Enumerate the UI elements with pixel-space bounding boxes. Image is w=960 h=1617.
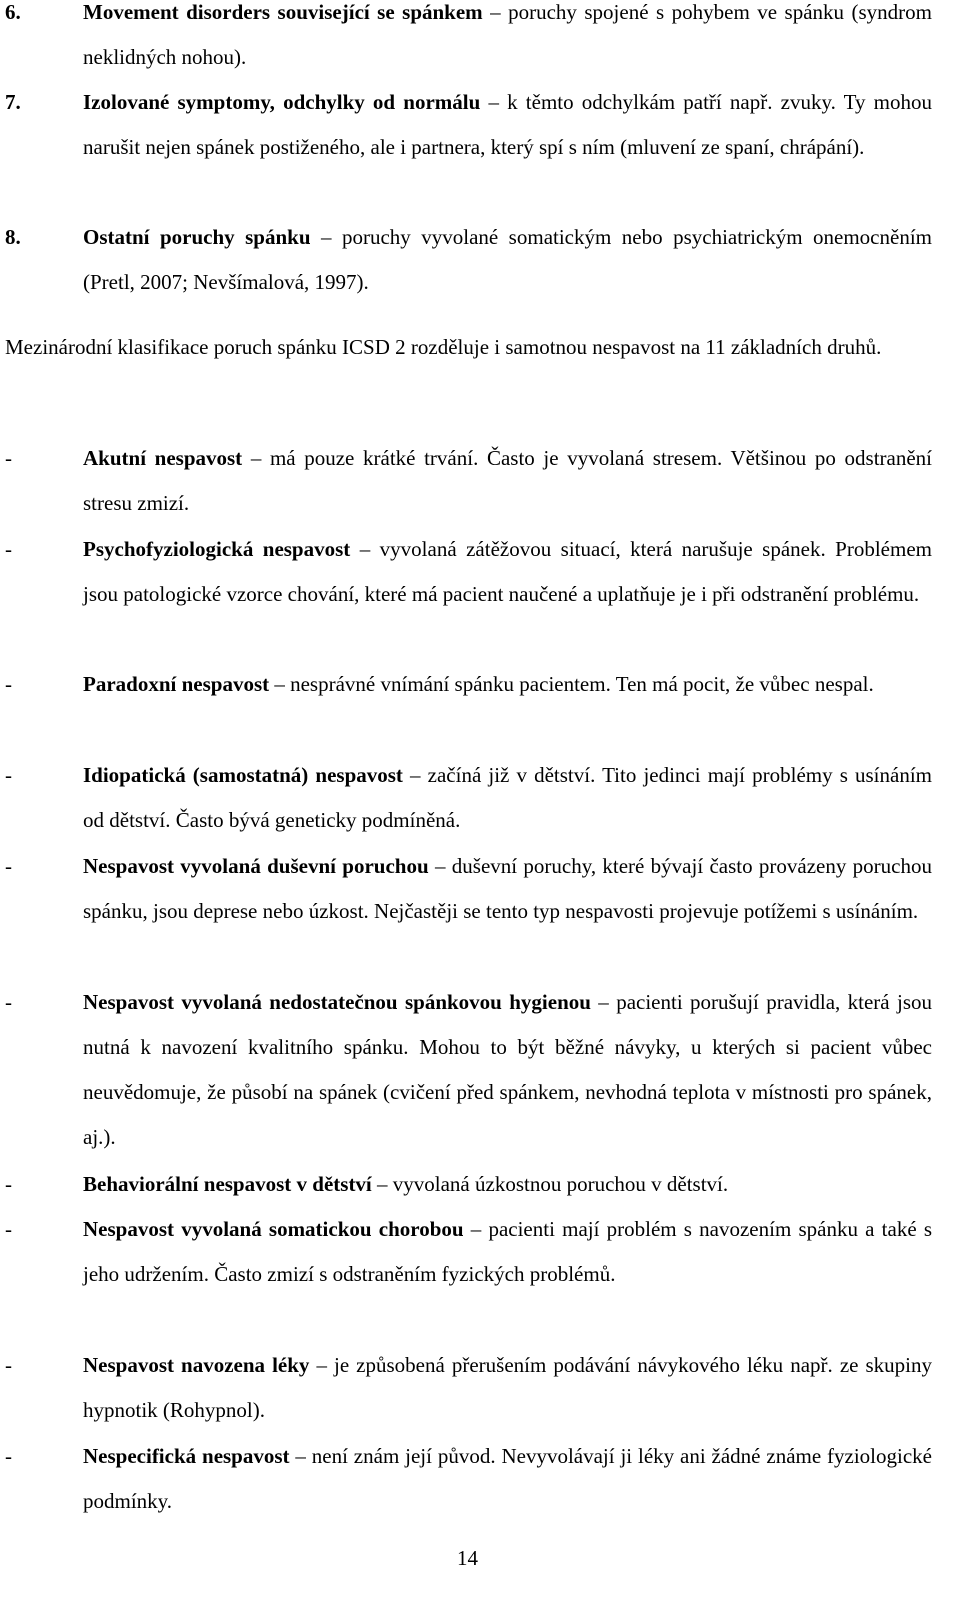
- item-description: vyvolaná zátěžovou situací, která narušuje spánek. Problémem jsou patologické vzorce chování, které má pacient naučené a uplatňuje je i při odstranění problému.: [83, 537, 932, 606]
- list-item-text: [83, 527, 932, 617]
- item-dash: –: [463, 1217, 489, 1241]
- item-dash: –: [289, 1444, 312, 1468]
- item-term: Behaviorální nespavost v dětství: [83, 1172, 372, 1196]
- bullet-behavioralni-nespavost: [5, 1162, 932, 1207]
- bullet-akutni-nespavost: [5, 436, 932, 526]
- list-item-text: [83, 980, 932, 1160]
- dash-marker: -: [5, 763, 12, 787]
- list-item-text: [83, 0, 932, 80]
- item-dash: –: [371, 1172, 393, 1196]
- item-description: poruchy spojené s pohybem ve spánku (syndrom neklidných nohou).: [83, 0, 932, 69]
- list-item-text: [83, 80, 932, 170]
- list-item-text: [83, 215, 932, 305]
- bullet-somaticka-choroba: [5, 1207, 932, 1297]
- item-dash: –: [590, 990, 617, 1014]
- item-term: Nespavost vyvolaná nedostatečnou spánkovou hygienou: [83, 990, 591, 1014]
- dash-marker: -: [5, 854, 12, 878]
- item-term: Nespavost vyvolaná somatickou chorobou: [83, 1217, 464, 1241]
- item-term: Movement disorders související se spánkem: [83, 0, 483, 24]
- list-item-text: [83, 1434, 932, 1524]
- item-term: Nespavost vyvolaná duševní poruchou: [83, 854, 429, 878]
- item-dash: –: [402, 763, 428, 787]
- item-dash: –: [242, 446, 270, 470]
- item-term: Psychofyziologická nespavost: [83, 537, 351, 561]
- item-term: Nespavost navozena léky: [83, 1353, 310, 1377]
- bullet-dusevni-porucha: [5, 844, 932, 934]
- list-item-text: [83, 1343, 932, 1433]
- item-description: duševní poruchy, které bývají často provázeny poruchou spánku, jsou deprese nebo úzkost. Nejčastěji se tento typ nespavosti projevuje potížemi s usínáním.: [83, 854, 932, 923]
- item-term: Paradoxní nespavost: [83, 672, 270, 696]
- item-description: má pouze krátké trvání. Často je vyvolaná stresem. Většinou po odstranění stresu zmizí.: [83, 446, 933, 515]
- item-description: pacienti porušují pravidla, která jsou nutná k navození kvalitního spánku. Mohou to být běžné návyky, u kterých si pacient vůbec neuvědomuje, že působí na spánek (cvičení před spánkem, nevhodná teplota v místnosti pro spánek, aj.).: [83, 990, 933, 1149]
- dash-marker: -: [5, 990, 12, 1014]
- item-dash: –: [480, 90, 508, 114]
- bullet-paradoxni-nespavost: [5, 662, 932, 707]
- list-item-text: [83, 1162, 932, 1207]
- dash-marker: -: [5, 1172, 12, 1196]
- item-description: poruchy vyvolané somatickým nebo psychiatrickým onemocněním (Pretl, 2007; Nevšímalová, 1997).: [83, 225, 932, 294]
- item-description: začíná již v dětství. Tito jedinci mají problémy s usínáním od dětství. Často bývá geneticky podmíněná.: [83, 763, 933, 832]
- list-number: 7.: [5, 90, 21, 114]
- numbered-item-7: [5, 80, 932, 170]
- list-item-text: [83, 1207, 932, 1297]
- item-dash: –: [482, 0, 509, 24]
- item-term: Izolované symptomy, odchylky od normálu: [83, 90, 481, 114]
- item-term: Akutní nespavost: [83, 446, 243, 470]
- dash-marker: -: [5, 1217, 12, 1241]
- item-term: Nespecifická nespavost: [83, 1444, 290, 1468]
- page-number: 14: [457, 1546, 478, 1570]
- item-dash: –: [269, 672, 291, 696]
- intro-paragraph: Mezinárodní klasifikace poruch spánku ICSD 2 rozděluje i samotnou nespavost na 11 základních druhů.: [5, 335, 882, 359]
- item-dash: –: [428, 854, 452, 878]
- dash-marker: -: [5, 446, 12, 470]
- numbered-item-6: [5, 0, 932, 80]
- list-item-text: [83, 753, 932, 843]
- list-number: 8.: [5, 225, 21, 249]
- dash-marker: -: [5, 537, 12, 561]
- item-dash: –: [310, 225, 342, 249]
- item-description: k těmto odchylkám patří např. zvuky. Ty mohou narušit nejen spánek postiženého, ale i partnera, který spí s ním (mluvení ze spaní, chrápání).: [83, 90, 932, 159]
- numbered-item-8: [5, 215, 932, 305]
- dash-marker: -: [5, 1353, 12, 1377]
- item-description: vyvolaná úzkostnou poruchou v dětství.: [392, 1172, 729, 1196]
- list-number: 6.: [5, 0, 21, 24]
- dash-marker: -: [5, 1444, 12, 1468]
- item-description: pacienti mají problém s navozením spánku a také s jeho udržením. Často zmizí s odstraněním fyzických problémů.: [83, 1217, 933, 1286]
- list-item-text: [83, 662, 932, 707]
- item-term: Idiopatická (samostatná) nespavost: [83, 763, 403, 787]
- list-item-text: [83, 844, 932, 934]
- bullet-nespecificka-nespavost: [5, 1434, 932, 1524]
- list-item-text: [83, 436, 932, 526]
- item-description: je způsobená přerušením podávání návykového léku např. ze skupiny hypnotik (Rohypnol).: [83, 1353, 932, 1422]
- bullet-idiopaticka-nespavost: [5, 753, 932, 843]
- bullet-spankova-hygiena: [5, 980, 932, 1160]
- bullet-psychofyziologicka-nespavost: [5, 527, 932, 617]
- dash-marker: -: [5, 672, 12, 696]
- item-dash: –: [309, 1353, 334, 1377]
- bullet-nespavost-leky: [5, 1343, 932, 1433]
- item-term: Ostatní poruchy spánku: [83, 225, 311, 249]
- item-dash: –: [350, 537, 380, 561]
- item-description: nesprávné vnímání spánku pacientem. Ten má pocit, že vůbec nespal.: [290, 672, 874, 696]
- item-description: není znám její původ. Nevyvolávají ji léky ani žádné známe fyziologické podmínky.: [83, 1444, 932, 1513]
